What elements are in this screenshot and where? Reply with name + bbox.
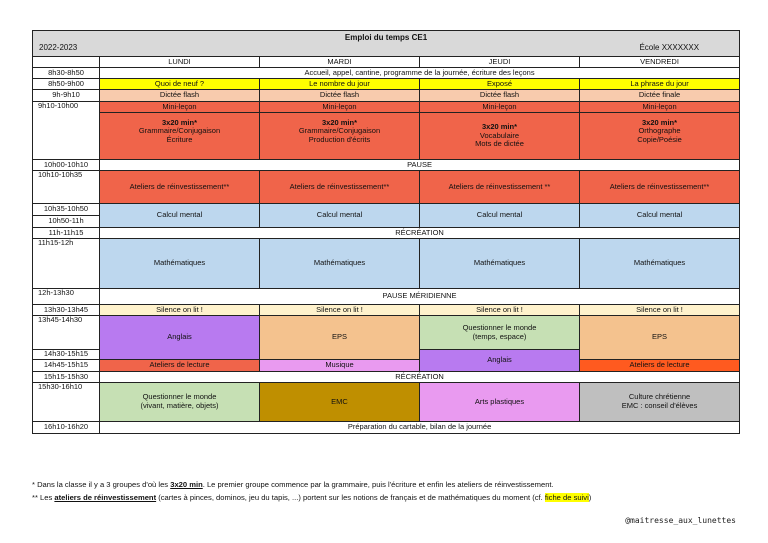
group-cell	[420, 113, 580, 160]
lesson-cell: Culture chrétienne EMC : conseil d'élèves	[580, 383, 740, 422]
lesson-cell: Anglais	[420, 350, 580, 372]
school-name: École XXXXXXX	[639, 42, 700, 52]
day-header-jeudi: JEUDI	[420, 57, 580, 68]
dictee-row	[33, 90, 740, 102]
footnote-text: . Le premier groupe commence par la grammaire, puis l'écriture et enfin les ateliers de réinvestissement.	[202, 480, 554, 489]
group-cell	[580, 113, 740, 160]
lesson-cell: Arts plastiques	[420, 383, 580, 422]
time-cell: 12h-13h30	[33, 289, 100, 305]
day-header-mardi: MARDI	[260, 57, 420, 68]
lesson-cell: Mathématiques	[580, 239, 740, 289]
lesson-cell: Quoi de neuf ?	[100, 79, 260, 90]
group-cell	[100, 113, 260, 160]
author-signature: @maitresse_aux_lunettes	[625, 516, 736, 525]
lesson-cell: Musique	[260, 360, 420, 372]
lesson-cell: Calcul mental	[260, 204, 420, 228]
timetable-header	[33, 31, 740, 57]
lesson-cell: Mini-leçon	[420, 102, 580, 113]
group-subjects: Grammaire/Conjugaison Écriture	[138, 126, 221, 144]
time-cell: 11h15-12h	[33, 239, 100, 289]
pause-cell: PAUSE	[100, 160, 740, 171]
school-year: 2022-2023	[39, 42, 78, 52]
lesson-cell: Mathématiques	[100, 239, 260, 289]
lesson-cell: Questionner le monde (temps, espace)	[420, 316, 580, 350]
time-cell: 11h-11h15	[33, 228, 100, 239]
afternoon-row-1	[33, 316, 740, 350]
ateliers-row	[33, 171, 740, 204]
group-cell	[260, 113, 420, 160]
footnote-text: ** Les	[32, 493, 55, 502]
time-cell: 14h30-15h15	[33, 350, 100, 360]
time-cell: 8h50-9h00	[33, 79, 100, 90]
groupes-row	[33, 113, 740, 160]
lesson-cell: Ateliers de lecture	[100, 360, 260, 372]
time-cell: 15h30-16h10	[33, 383, 100, 422]
lesson-cell: Ateliers de réinvestissement**	[260, 171, 420, 204]
fiche-de-suivi-highlight: fiche de suivi	[544, 493, 589, 502]
day-header-vendredi: VENDREDI	[580, 57, 740, 68]
lesson-cell: EPS	[580, 316, 740, 360]
time-cell: 10h00-10h10	[33, 160, 100, 171]
time-cell: 14h45-15h15	[33, 360, 100, 372]
lesson-cell: Anglais	[100, 316, 260, 360]
quoi-row	[33, 79, 740, 90]
lesson-cell: Ateliers de réinvestissement**	[580, 171, 740, 204]
lesson-cell: Calcul mental	[100, 204, 260, 228]
lecon-row	[33, 102, 740, 113]
lesson-cell: Silence on lit !	[260, 305, 420, 316]
calcul-row	[33, 204, 740, 216]
lesson-cell: Mini-leçon	[100, 102, 260, 113]
page-title: Emploi du temps CE1	[344, 33, 428, 42]
group-subjects: Grammaire/Conjugaison Production d'écrits	[298, 126, 381, 144]
maths-row	[33, 239, 740, 289]
group-heading: 3x20 min*	[481, 122, 518, 132]
lesson-cell: Dictée flash	[260, 90, 420, 102]
day-header-lundi: LUNDI	[100, 57, 260, 68]
time-cell: 13h45-14h30	[33, 316, 100, 350]
lesson-cell: Questionner le monde (vivant, matière, objets)	[100, 383, 260, 422]
lesson-cell: EPS	[260, 316, 420, 360]
time-cell: 15h15-15h30	[33, 372, 100, 383]
footnote-text: (cartes à pinces, dominos, jeu du tapis, ...) portent sur les notions de français et de mathématiques du moment (cf.	[156, 493, 545, 502]
fin-cell: Préparation du cartable, bilan de la journée	[100, 422, 740, 434]
lesson-cell: Mini-leçon	[260, 102, 420, 113]
footnote-text: * Dans la classe il y a 3 groupes d'où les	[32, 480, 171, 489]
lesson-cell: Mini-leçon	[580, 102, 740, 113]
accueil-cell: Accueil, appel, cantine, programme de la journée, écriture des leçons	[100, 68, 740, 79]
time-cell: 9h10-10h00	[33, 102, 100, 160]
lesson-cell: Dictée flash	[100, 90, 260, 102]
footnote-emphasis: ateliers de réinvestissement	[54, 493, 157, 502]
footnotes	[32, 478, 762, 504]
footnote-1	[32, 478, 762, 491]
lesson-cell: Calcul mental	[580, 204, 740, 228]
lesson-cell: Exposé	[420, 79, 580, 90]
time-cell: 10h50-11h	[33, 216, 100, 228]
time-cell: 16h10-16h20	[33, 422, 100, 434]
lesson-cell: Mathématiques	[260, 239, 420, 289]
lesson-cell: Dictée flash	[420, 90, 580, 102]
recreation-cell: RÉCRÉATION	[100, 228, 740, 239]
timetable	[32, 30, 739, 470]
time-cell: 13h30-13h45	[33, 305, 100, 316]
footnote-text: )	[588, 493, 592, 502]
time-cell: 8h30-8h50	[33, 68, 100, 79]
lesson-cell: Calcul mental	[420, 204, 580, 228]
group-subjects: Orthographe Copie/Poésie	[637, 126, 682, 144]
footnote-emphasis: 3x20 min	[170, 480, 203, 489]
group-heading: 3x20 min*	[642, 117, 678, 127]
time-cell: 10h35-10h50	[33, 204, 100, 216]
lesson-cell: Ateliers de lecture	[580, 360, 740, 372]
group-heading: 3x20 min*	[321, 117, 358, 127]
lesson-cell: Mathématiques	[420, 239, 580, 289]
corner-cell	[33, 57, 100, 68]
time-cell: 9h-9h10	[33, 90, 100, 102]
lesson-cell: Dictée finale	[580, 90, 740, 102]
silence-row	[33, 305, 740, 316]
lesson-cell: Ateliers de réinvestissement**	[100, 171, 260, 204]
lesson-cell: Silence on lit !	[420, 305, 580, 316]
lesson-cell: Ateliers de réinvestissement **	[420, 171, 580, 204]
meridienne-cell: PAUSE MÉRIDIENNE	[100, 289, 740, 305]
group-subjects: Vocabulaire Mots de dictée	[475, 130, 524, 149]
lesson-cell: Silence on lit !	[100, 305, 260, 316]
time-cell: 10h10-10h35	[33, 171, 100, 204]
lesson-cell: Silence on lit !	[580, 305, 740, 316]
lesson-cell: EMC	[260, 383, 420, 422]
afternoon-row-2	[33, 383, 740, 422]
lesson-cell: La phrase du jour	[580, 79, 740, 90]
footnote-2	[32, 491, 762, 504]
lesson-cell: Le nombre du jour	[260, 79, 420, 90]
recreation-cell: RÉCRÉATION	[100, 372, 740, 383]
group-heading: 3x20 min*	[161, 117, 198, 127]
